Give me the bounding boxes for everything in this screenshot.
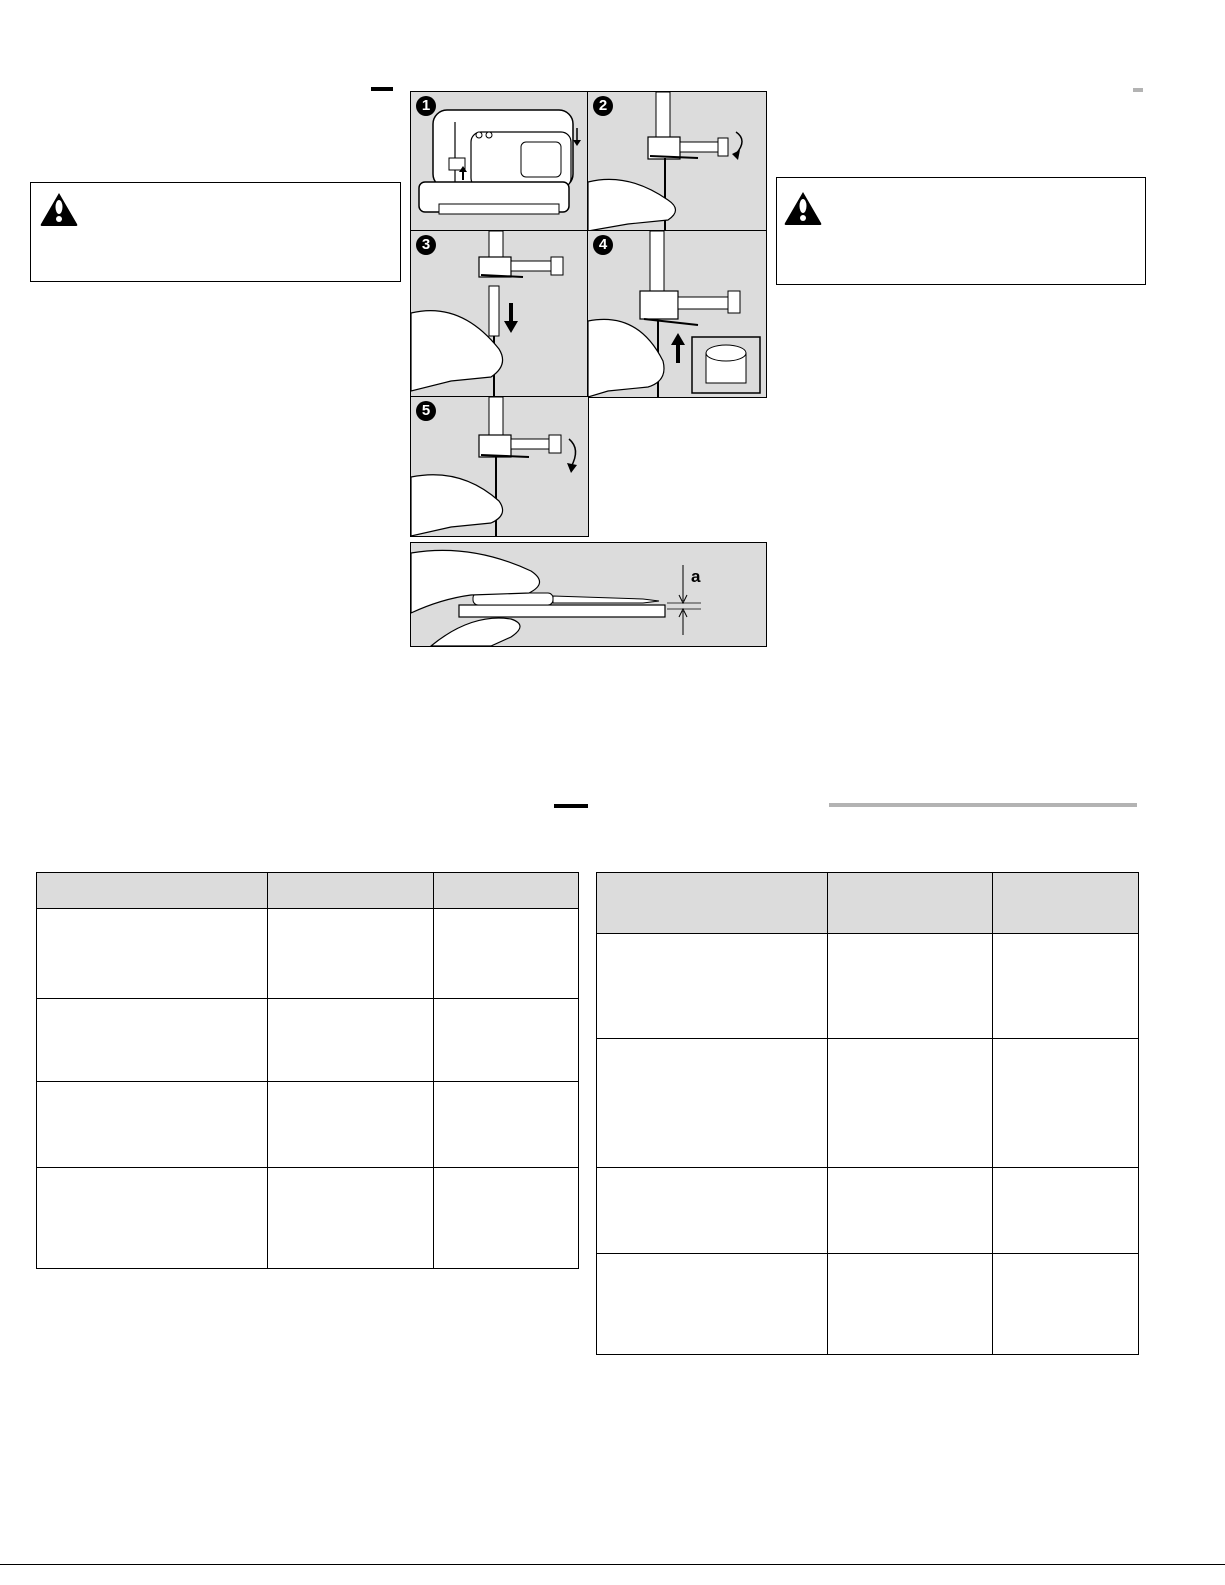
table-row xyxy=(597,1168,1139,1254)
step-panel-3 xyxy=(410,230,589,398)
sewing-machine-illustration xyxy=(411,92,588,231)
table-header-cell xyxy=(993,873,1139,934)
table-header-cell xyxy=(37,873,268,909)
table-row xyxy=(37,999,579,1082)
warning-box-left xyxy=(30,182,401,282)
warning-triangle-icon xyxy=(783,190,823,226)
warning-box-right xyxy=(776,177,1146,285)
warning-triangle-icon xyxy=(39,191,79,227)
table-header-row xyxy=(37,873,579,909)
table-right xyxy=(596,872,1139,1355)
step-number-3: 3 xyxy=(416,235,436,255)
table-header-cell xyxy=(268,873,434,909)
needle-insert-illustration xyxy=(588,231,766,397)
needle-remove-illustration xyxy=(411,231,588,397)
dimension-label-a: a xyxy=(691,567,701,586)
step-panel-2 xyxy=(587,91,767,232)
step-panel-1 xyxy=(410,91,589,232)
heading-marker-right xyxy=(1133,88,1143,92)
table-header-cell xyxy=(434,873,579,909)
step-panel-5 xyxy=(410,396,589,537)
table-header-row xyxy=(597,873,1139,934)
step-number-2: 2 xyxy=(593,96,613,116)
table-row xyxy=(597,1039,1139,1168)
needle-flat-surface-illustration xyxy=(411,543,766,646)
heading-marker-left xyxy=(371,87,393,91)
step-number-1: 1 xyxy=(416,96,436,116)
table-left xyxy=(36,872,579,1269)
needle-clamp-loosen-illustration xyxy=(588,92,766,231)
table-row xyxy=(597,1254,1139,1355)
section-rule-light xyxy=(829,803,1137,807)
needle-check-panel xyxy=(410,542,767,647)
table-row xyxy=(37,1082,579,1168)
table-header-cell xyxy=(597,873,828,934)
table-row xyxy=(597,934,1139,1039)
table-row xyxy=(37,909,579,999)
step-panel-4 xyxy=(587,230,767,398)
needle-clamp-tighten-illustration xyxy=(411,397,588,536)
step-number-4: 4 xyxy=(593,235,613,255)
page-bottom-rule xyxy=(0,1564,1225,1565)
section-rule-dark xyxy=(554,804,588,808)
step-number-5: 5 xyxy=(416,401,436,421)
table-row xyxy=(37,1168,579,1269)
table-header-cell xyxy=(828,873,993,934)
